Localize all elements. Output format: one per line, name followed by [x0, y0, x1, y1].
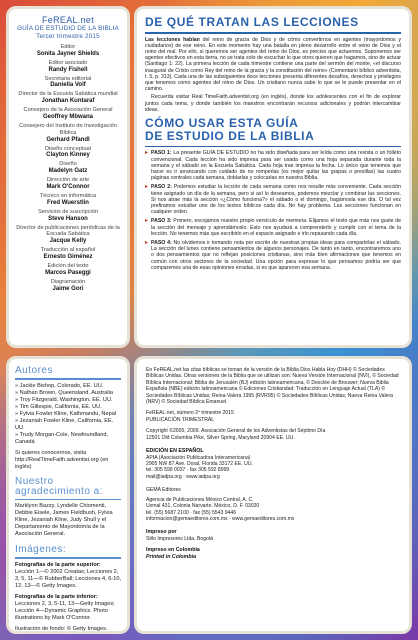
- apia-address: 2905 NW 87 Ave. Doral, Florida 33172 EE. UU.: [146, 461, 253, 468]
- legal-address: 12501 Old Columbia Pike, Silver Spring, Maryland 20904 EE. UU.: [146, 434, 295, 441]
- staff-role: Consejero de la Asociación General: [23, 107, 113, 114]
- staff-role: Diagramación: [50, 278, 86, 285]
- gema-name: Agencia de Publicaciones México Central, A. C.: [146, 496, 254, 503]
- images-front-text: Lección 1—© 2002 Creatas; Lecciones 2, 3, 5, 11—© RubberBall; Lecciones 4, 6-10, 12, 13—© Getty Images.: [15, 568, 122, 589]
- staff-role: Diseño conceptual: [44, 145, 92, 152]
- images-front-label: Fotografías de la parte superior:: [15, 561, 101, 568]
- staff-name: Geoffrey Mbwana: [42, 113, 93, 120]
- magazine-title: FeREAL.net: [41, 15, 95, 25]
- step-text: No olvidemos ir tomando nota por escrito de nuestras propias ideas para compartirlas el sábado. La sección del lunes contiene pensamientos de algunos personajes. De tanto en tanto, encontraremos uno o dos pensamientos que no reflejan posiciones cristianas, sino más bien afirmaciones que tenemos en común con otros sectores de la sociedad. Una opción para expresar lo que pensamos podría ser que comparemos una de esas opiniones erradas, si es que aparecen esa semana.: [151, 240, 401, 271]
- step-body: [151, 150, 401, 181]
- printed-country: Impreso en Colombia: [146, 547, 200, 554]
- arrow-icon: ▸: [145, 240, 149, 247]
- images-title: Imágenes:: [15, 544, 67, 555]
- staff-name: Sonita Jayner Shields: [36, 50, 100, 57]
- thanks-title-line2: agradecimiento a:: [15, 485, 103, 497]
- edition-title: EDICIÓN EN ESPAÑOL: [146, 448, 204, 455]
- divider: [145, 32, 401, 34]
- printed-name: Stilo Impresores Ltda. Bogotá: [146, 535, 214, 542]
- staff-role: Traducción al español: [40, 247, 96, 254]
- legal-bible-versions: En FeREAL.net las citas bíblicas se toman de la versión de la Biblia Dios Habla Hoy (DHH) © Sociedades Bíblicas Unidas. Otras versiones de la Biblia que se utilizan son: Nueva Versión Internacional (NVI), © Sociedad Bíblica Internacional; Biblia de Jerusalén (BJ) edición latinoamericana, © Desclée de Brouwer; Nueva Biblia Española (NBE) edición latinoamericana © Ediciones Cristiandad; Traducción en Lenguaje Actual (TLA) © Sociedades Bíblicas Unidas; Reina-Valera 1995 (RVR95) © Sociedades Bíblicas Unidas; Nueva Reina Valera (NRV) © Sociedad Bíblica Emanuel.: [146, 367, 399, 406]
- author-item: » Jackie Bishop, Colorado, EE. UU.: [15, 383, 121, 390]
- howto-steps: [145, 150, 401, 271]
- gema-web: informacion@gemaeditores.com.mx · www.gemaeditores.com.mx: [146, 515, 295, 522]
- thanks-title: [15, 477, 121, 497]
- legal-copyright: Copyright ©2005, 2009. Asociación General de los Adventistas del Séptimo Día: [146, 428, 326, 435]
- author-item: » Troy Fitzgerald, Washington, EE. UU.: [15, 397, 121, 404]
- howto-title-line2: DE ESTUDIO DE LA BIBLIA: [145, 128, 315, 143]
- authors-list: [15, 383, 121, 446]
- staff-list: [14, 44, 122, 293]
- authors-title: Autores: [15, 365, 53, 376]
- step-label: PASO 2:: [151, 184, 172, 191]
- step-text: Primero, escojamos nuestro propio versículo de memoria. Elijamos el texto que más nos guste de la sección del mensaje y aprendámoslo. Esto nos ayudará a comprenderlo y cumplir con el tema de la lección. No tenemos más que escribirlo en el espacio asignado e irlo repasando cada día.: [151, 218, 401, 237]
- staff-role: Secretaria editorial: [44, 75, 92, 82]
- author-item: » Nathan Brown, Queensland, Australia: [15, 390, 121, 397]
- intro-paragraph: [145, 37, 401, 93]
- lessons-panel: [134, 6, 412, 348]
- staff-name: Madelyn Gatz: [48, 168, 88, 175]
- staff-role: Editor: [60, 44, 76, 50]
- section-title-lessons: DE QUÉ TRATAN LAS LECCIONES: [145, 15, 359, 29]
- author-item: » Fylvia Fowler Kline, Kathmandu, Nepal: [15, 411, 121, 418]
- staff-role: Editor asociado: [48, 59, 88, 66]
- intro-lead: Las lecciones hablan: [145, 36, 200, 43]
- staff-role: Director de publicaciones periódicas de la Escuela Sabática: [16, 224, 120, 238]
- staff-name: Steve Hanson: [48, 215, 88, 222]
- intro-visit: Recuerda visitar Real TimeFaith.adventist.org (en inglés), donde los adolescentes con el fin de explorar juntos cada tema, y donde también los maestros encontrarán recursos adicionales y podrán intercambiar ideas.: [145, 94, 401, 113]
- staff-name: Mark O'Connor: [46, 183, 90, 190]
- step-label: PASO 1:: [151, 150, 172, 157]
- staff-name: Clayton Kinney: [46, 152, 90, 159]
- staff-role: Edición del texto: [47, 262, 89, 269]
- apia-web: mail@iadpa.org · www.iadpa.org: [146, 473, 220, 480]
- staff-panel: [6, 6, 130, 348]
- arrow-icon: ▸: [145, 150, 149, 157]
- legal-panel: [134, 356, 412, 634]
- images-cover: Ilustración de fondo: © Getty Images.: [15, 625, 108, 632]
- staff-role: Diseño: [59, 161, 77, 168]
- images-lower-label: Fotografías de la parte inferior:: [15, 593, 98, 600]
- staff-name: Marcos Paseggi: [45, 269, 91, 276]
- staff-name: Daniella Volf: [50, 82, 86, 89]
- howto-title-line1: CÓMO USAR ESTA GUÍA: [145, 115, 299, 130]
- credits-panel: [6, 356, 130, 634]
- authors-visit: Si quieres conocernos, visita http://RealTimeFaith.adventist.org (en inglés): [15, 449, 109, 470]
- staff-role: Dirección de arte: [46, 177, 90, 184]
- divider: [15, 557, 121, 559]
- step-text: Podemos estudiar la lección de cada semana como nos resulte más conveniente. Cada sección tiene asignado un día de la semana, pero si así lo deseamos, podemos mezclar y combinar las secciones. Si nos atrae más la sección «¿Cómo funciona?» el sábado o el domingo, hagámosla ese día. O tal vez prefiramos estudiar uno de los textos bíblicos cada día. No hay problema. Las secciones funcionan en cualquier orden.: [151, 184, 401, 216]
- apia-phone: tel. 305 599 0037 · fax 305 592 8999: [146, 467, 230, 474]
- staff-name: Jacque Kelly: [49, 238, 87, 245]
- howto-step: [145, 240, 401, 271]
- gema-title: GEMA Editores: [146, 487, 181, 494]
- step-label: PASO 3:: [151, 218, 172, 225]
- howto-step: [145, 150, 401, 181]
- divider: [145, 146, 401, 148]
- howto-step: [145, 184, 401, 215]
- staff-name: Randy Fishell: [48, 66, 88, 73]
- staff-role: Servicios de suscripción: [37, 208, 98, 215]
- author-item: » Jezaniah Fowler Kline, California, EE. UU.: [15, 418, 121, 432]
- legal-issue: FeREAL.net, número 2º trimestre 2015: [146, 410, 234, 417]
- divider: [15, 499, 121, 501]
- divider: [15, 378, 121, 380]
- staff-name: Fred Wuerstlin: [47, 199, 89, 206]
- printed-label: Impreso por: [146, 529, 177, 536]
- step-label: PASO 4:: [151, 240, 172, 247]
- staff-role: Consejero del Instituto de Investigación Bíblica: [19, 122, 117, 136]
- arrow-icon: ▸: [145, 184, 149, 191]
- magazine-quarter: Tercer trimestre 2015: [36, 33, 100, 40]
- author-item: » Trudy Morgan-Cole, Newfoundland, Canadá: [15, 432, 121, 446]
- staff-name: Jaime Gori: [52, 285, 84, 292]
- staff-name: Ernesto Giménez: [43, 253, 93, 260]
- arrow-icon: ▸: [145, 218, 149, 225]
- step-body: [151, 184, 401, 215]
- author-item: » Tim Gillespie, California, EE. UU.: [15, 404, 121, 411]
- step-text: La presente GUÍA DE ESTUDIO no ha sido diseñada para ser leída como una revista o un folleto convencional. Cada lección ha sido impresa para ser usada como una hoja separada durante toda la semana y el sábado en la Escuela Sabática. Cada hoja trae impresa la fecha. Lo único que tenemos que hacer es ir arrancando con cuidado de no romperlas (es mejor quitar las grapas o presillas) las cuatro páginas centrales cada semana, doblarlas y colocarlas en nuestra Biblia.: [151, 150, 401, 182]
- magazine-subtitle: GUÍA DE ESTUDIO DE LA BIBLIA: [17, 25, 119, 32]
- staff-name: Gerhard Pfandl: [46, 136, 90, 143]
- section-title-howto: [145, 117, 401, 143]
- step-body: [151, 218, 401, 237]
- printed-english: Printed in Colombia: [146, 553, 197, 560]
- gema-phone: tel. (55) 5687 2100 · fax (55) 5543 9446: [146, 509, 237, 516]
- staff-role: Técnico en informática: [39, 192, 97, 199]
- thanks-text: Marklynn Bazzy, Lyndelle Chiomenti, Debbie Eisele, James Fieldbush, Fylvia Kline, Jezaniah Kline, Judy Shull y el Departamento de Mayordomía de la Asociación General.: [15, 503, 113, 537]
- legal-frequency: PUBLICACIÓN TRIMESTRAL: [146, 416, 215, 423]
- step-body: [151, 240, 401, 271]
- intro-text: del reino de gracia de Dios y de cómo convertirnos en agentes (mayordomos y ciudadanos) de ese reino. En este momento hay una batalla en pleno desarrollo entre el reino de Dios y el reino del mal. Por ello, si queremos ser agentes del reino de Dios, es preciso que actuemos. Suponemos ser agentes efectivos en esta tierra, no se trata solo de escuchar lo que otros quieren que hagamos, sino de actuar (Santiago 1: 22). La primera lección de cada trimestre contiene una parte del sermón del monte, «el discurso inaugural de Cristo como Rey del reino de la gracia y la constitución del reino» (Comentario bíblico adventista, t. 5, p. 313). Cada una de las subsiguientes doce lecciones presenta diferentes desafíos, derechos y privilegios que tenemos como agentes del reino de Dios. Un cristiano nunca sabe lo que se le puede presentar en el camino.: [145, 36, 402, 93]
- gema-address: Uxmal 431, Colonia Narvarte, México, D. F. 03020: [146, 503, 260, 510]
- thanks-title-line1: Nuestro: [15, 475, 54, 487]
- howto-step: [145, 218, 401, 237]
- apia-name: APIA (Asociación Publicadora Interamericana): [146, 454, 251, 461]
- staff-name: Jonathan Kuntaraf: [41, 98, 95, 105]
- staff-role: Director de la Escuela Sabática mundial: [18, 91, 118, 98]
- images-lower-text: Lecciones 2, 3, 5-11, 13—Getty Images; Lección 4—Dynamic Graphics. Photo illustrations by Mark O'Connor.: [15, 600, 115, 621]
